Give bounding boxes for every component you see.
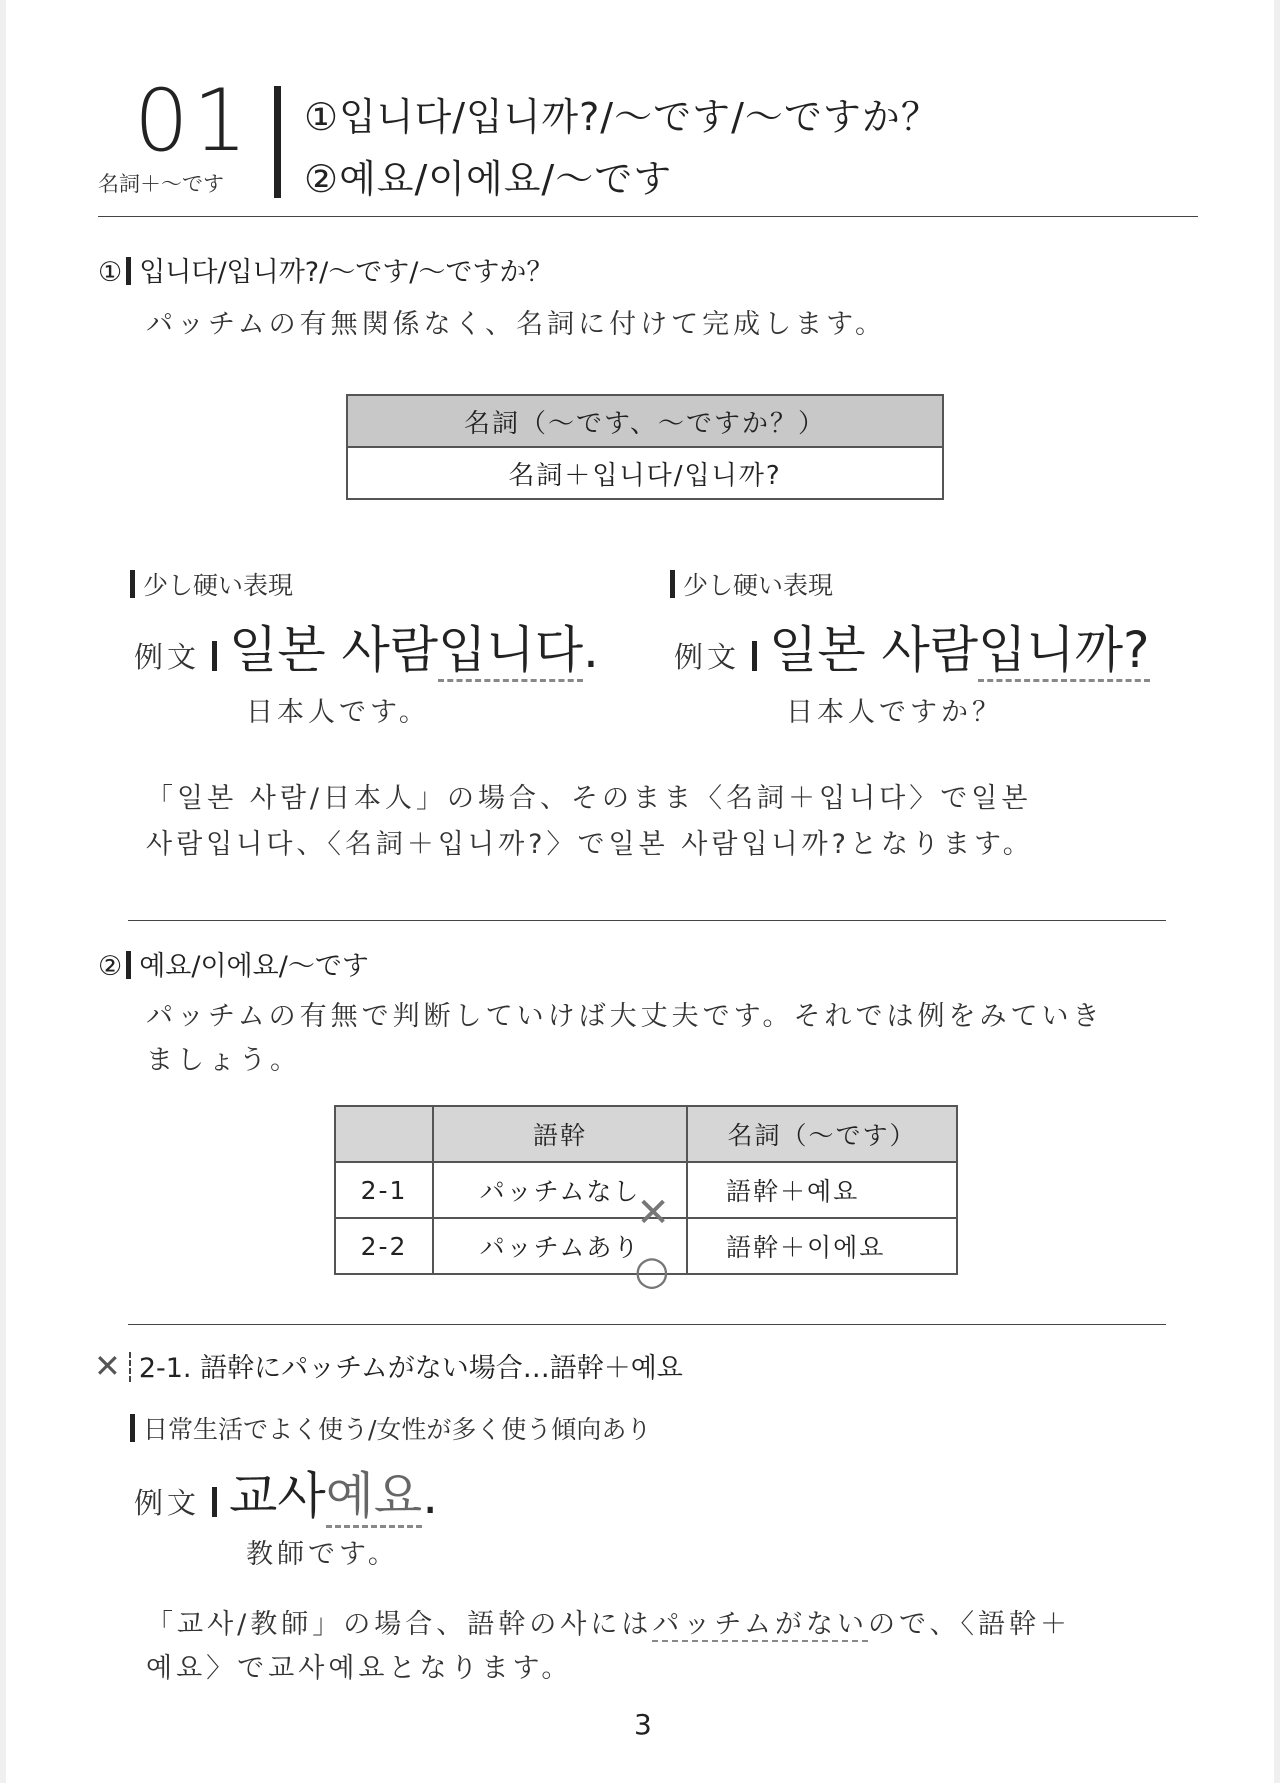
- page: [6, 0, 1274, 1783]
- example2-label: 例文: [674, 640, 741, 674]
- section1-table-row: 名詞＋입니다/입니까?: [347, 447, 943, 499]
- label-bar: [130, 1414, 135, 1442]
- row-stem-text: パッチムなし: [479, 1177, 641, 1206]
- example3-korean-prefix: 교사: [229, 1467, 326, 1525]
- example-bar: [212, 1487, 217, 1517]
- example3-korean-highlight: 예요: [326, 1467, 423, 1528]
- example3: [134, 1456, 438, 1528]
- example2: [674, 610, 1150, 682]
- section2-heading-text: 예요/이에요/～です: [139, 951, 369, 982]
- example1-style-text: 少し硬い表現: [143, 571, 294, 600]
- page-number: 3: [634, 1708, 652, 1741]
- example1-japanese: 日本人です。: [246, 697, 430, 728]
- section1-explanation-line-1: 「일본 사람/日本人」の場合、そのまま〈名詞＋입니다〉で일본: [146, 783, 1032, 814]
- section1-table: [346, 394, 944, 500]
- example3-korean-suffix: .: [422, 1467, 439, 1525]
- dashed-bar: [129, 1352, 131, 1382]
- row-stem-text: パッチムあり: [479, 1233, 641, 1262]
- section1-heading-text: 입니다/입니까?/～です/～ですか？: [139, 257, 554, 288]
- section1-heading: [98, 250, 553, 289]
- example2-japanese: 日本人ですか？: [786, 697, 1003, 728]
- section-divider: [128, 1324, 1166, 1325]
- table-header-blank: [335, 1106, 433, 1162]
- example1-style-label: [130, 566, 293, 602]
- section1-intro: パッチムの有無関係なく、名詞に付けて完成します。: [146, 309, 886, 340]
- example1: [134, 610, 599, 682]
- lesson-category: 名詞＋～です: [98, 172, 224, 196]
- section1-marker: ①: [98, 257, 123, 288]
- row-stem: [433, 1162, 687, 1236]
- row-form: 語幹＋이에요: [687, 1218, 957, 1274]
- table-header-stem: 語幹: [433, 1106, 687, 1162]
- section2-table: [334, 1105, 958, 1294]
- lesson-number: 01: [134, 71, 252, 171]
- explanation-part: 「교사/教師」の場合、語幹の사には: [146, 1609, 653, 1640]
- label-bar: [130, 570, 135, 598]
- example3-japanese: 教師です。: [246, 1539, 399, 1570]
- table-row: [335, 1162, 957, 1218]
- title-divider-bar: [274, 86, 281, 198]
- example2-korean-highlight: 입니까?: [978, 621, 1149, 682]
- explanation-part: ので、〈語幹＋: [868, 1609, 1071, 1640]
- section3-style-label: [130, 1410, 651, 1446]
- example2-style-text: 少し硬い表現: [683, 571, 834, 600]
- section3-style-text: 日常生活でよく使う/女性が多く使う傾向あり: [143, 1415, 652, 1444]
- section2-heading: [98, 944, 369, 983]
- section3-heading: [94, 1346, 683, 1385]
- section2-marker: ②: [98, 951, 123, 982]
- section2-intro-line-2: ましょう。: [146, 1045, 301, 1076]
- header-divider: [98, 216, 1198, 217]
- example2-korean-prefix: 일본 사람: [769, 621, 979, 679]
- example1-korean-suffix: .: [583, 621, 599, 679]
- section-divider: [128, 920, 1166, 921]
- section2-intro-line-1: パッチムの有無で判断していけば大丈夫です。それでは例をみていき: [146, 1001, 1104, 1032]
- example1-korean-prefix: 일본 사람: [229, 621, 439, 679]
- example-bar: [212, 641, 217, 671]
- cross-mark-icon: ✕: [636, 1190, 672, 1236]
- row-id: 2-2: [335, 1218, 433, 1274]
- heading-bar: [126, 951, 131, 979]
- example3-label: 例文: [134, 1486, 201, 1520]
- section1-table-header: 名詞（～です、～ですか？）: [347, 395, 943, 447]
- section3-heading-text: 2-1. 語幹にパッチムがない場合…語幹＋예요: [138, 1353, 683, 1384]
- table-header-form: 名詞（～です）: [687, 1106, 957, 1162]
- section1-explanation-line-2: 사람입니다、〈名詞＋입니까?〉で일본 사람입니까?となります。: [146, 829, 1034, 860]
- label-bar: [670, 570, 675, 598]
- example2-style-label: [670, 566, 833, 602]
- section3-explanation-line-1: [146, 1602, 1071, 1641]
- heading-bar: [126, 257, 131, 285]
- row-form: 語幹＋예요: [687, 1162, 957, 1218]
- row-id: 2-1: [335, 1162, 433, 1218]
- example-bar: [752, 641, 757, 671]
- page-title-line-1: ①입니다/입니까?/～です/～ですか？: [304, 95, 940, 139]
- cross-icon: ✕: [94, 1347, 121, 1385]
- page-title-line-2: ②예요/이에요/～です: [304, 157, 673, 201]
- section3-explanation-line-2: 예요〉で교사예요となります。: [146, 1653, 573, 1684]
- circle-mark-icon: ○: [634, 1248, 672, 1294]
- example1-label: 例文: [134, 640, 201, 674]
- explanation-underlined: パッチムがない: [652, 1609, 868, 1640]
- example1-korean-highlight: 입니다: [438, 621, 583, 682]
